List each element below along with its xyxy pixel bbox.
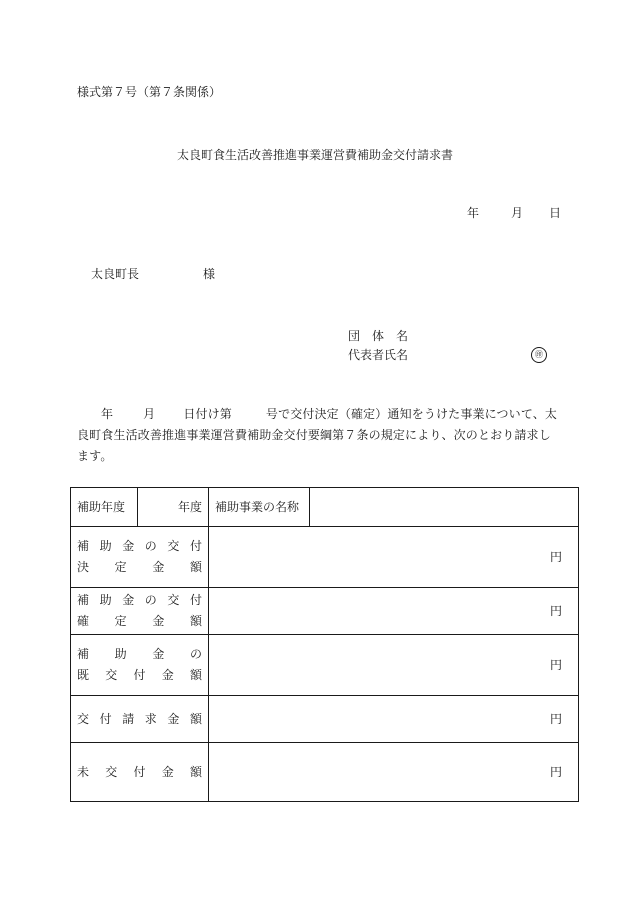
request-statement bbox=[77, 404, 561, 467]
addressee bbox=[91, 266, 215, 282]
statement-month: 月 bbox=[143, 407, 156, 421]
statement-text: 号で交付決定（確定）通知をうけた事業について、太良町食生活改善推進事業運営費補助金交付要綱第７条の規定により、次のとおり請求します。 bbox=[77, 407, 558, 463]
row-label: 補 助 金 の 交 付 決 定 金 額 bbox=[71, 527, 209, 588]
table-row bbox=[71, 743, 579, 802]
addressee-name: 太良町長 bbox=[91, 267, 140, 281]
statement-day-ref: 日付け第 bbox=[183, 407, 232, 421]
table-row bbox=[71, 696, 579, 743]
organization-label: 団 体 名 bbox=[348, 329, 409, 343]
table-header-row bbox=[71, 488, 579, 527]
row-label: 補 助 金 の 交 付 確 定 金 額 bbox=[71, 588, 209, 635]
amount-cell: 円 bbox=[209, 527, 579, 588]
amount-cell: 円 bbox=[209, 696, 579, 743]
fiscal-year-label: 補助年度 bbox=[71, 488, 138, 527]
table-row bbox=[71, 588, 579, 635]
amount-cell: 円 bbox=[209, 743, 579, 802]
seal-mark: ㊞ bbox=[531, 347, 547, 363]
statement-year: 年 bbox=[101, 407, 114, 421]
addressee-honorific: 様 bbox=[203, 267, 216, 281]
fiscal-year-cell: 年度 bbox=[138, 488, 209, 527]
project-name-label: 補助事業の名称 bbox=[209, 488, 310, 527]
row-label: 未 交 付 金 額 bbox=[71, 743, 209, 802]
table-row bbox=[71, 527, 579, 588]
date-line bbox=[467, 205, 561, 221]
table-row bbox=[71, 635, 579, 696]
row-label: 交 付 請 求 金 額 bbox=[71, 696, 209, 743]
date-month: 月 bbox=[511, 206, 524, 220]
amount-cell: 円 bbox=[209, 588, 579, 635]
form-number: 様式第７号（第７条関係） bbox=[77, 85, 222, 99]
representative-label: 代表者氏名 bbox=[348, 348, 409, 362]
request-table bbox=[70, 487, 579, 802]
date-day: 日 bbox=[549, 206, 562, 220]
project-name-cell bbox=[310, 488, 579, 527]
date-year: 年 bbox=[467, 206, 480, 220]
row-label: 補 助 金 の 既 交 付 金 額 bbox=[71, 635, 209, 696]
document-title: 太良町食生活改善推進事業運営費補助金交付請求書 bbox=[176, 148, 453, 162]
amount-cell: 円 bbox=[209, 635, 579, 696]
